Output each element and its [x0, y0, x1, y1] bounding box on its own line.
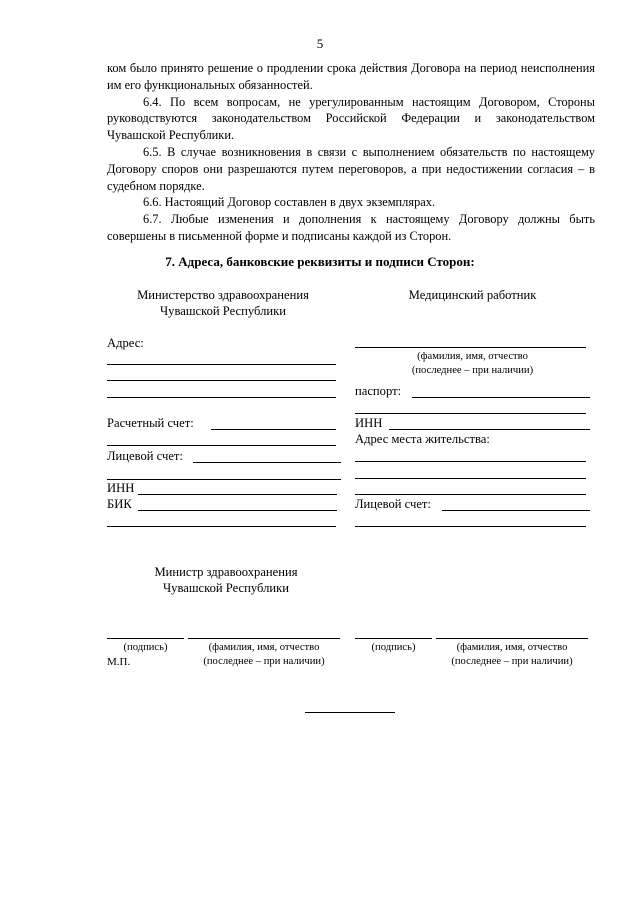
ministry-personal-account-line-2[interactable] — [107, 479, 341, 480]
ministry-title — [107, 287, 339, 319]
ministry-inn-line[interactable] — [138, 494, 337, 495]
clause-continuation: ком было принято решение о продлении срока действия Договора на период неисполнения им его функциональных обязанностей. — [107, 61, 595, 92]
worker-personal-account-label: Лицевой счет: — [355, 497, 431, 511]
passport-line-2[interactable] — [355, 413, 586, 414]
residence-label: Адрес места жительства: — [355, 432, 490, 446]
passport-label: паспорт: — [355, 384, 402, 398]
worker-bottom-name-caption-line1: (фамилия, имя, отчество — [456, 642, 568, 653]
worker-inn-label: ИНН — [355, 416, 383, 430]
clause-6-6: 6.6. Настоящий Договор составлен в двух экземплярах. — [143, 195, 436, 210]
worker-name-caption — [355, 350, 590, 378]
minister-title-line2: Чувашской Республики — [163, 581, 289, 595]
ministry-title-line1: Министерство здравоохранения — [137, 288, 309, 302]
minister-title — [110, 564, 342, 596]
ministry-inn-label: ИНН — [107, 481, 135, 495]
worker-name-caption-line2: (последнее – при наличии) — [411, 365, 534, 376]
ministry-title-line2: Чувашской Республики — [160, 304, 286, 318]
stamp-label: М.П. — [107, 656, 131, 668]
minister-signature-line[interactable] — [107, 638, 184, 639]
address-line-3[interactable] — [107, 397, 336, 398]
minister-name-line[interactable] — [188, 638, 340, 639]
clause-6-4: 6.4. По всем вопросам, не урегулированным настоящим Договором, Стороны руководствуются законодательством Российской Федерации и законодательством Чувашской Республики. — [107, 94, 595, 143]
ministry-personal-account-line[interactable] — [193, 462, 341, 463]
worker-personal-account-line-2[interactable] — [355, 526, 586, 527]
minister-name-caption-line2: (последнее – при наличии) — [203, 656, 325, 667]
worker-inn-line[interactable] — [389, 429, 590, 430]
address-line-2[interactable] — [107, 380, 336, 381]
worker-signature-caption: (подпись) — [371, 642, 416, 653]
address-label: Адрес: — [107, 336, 144, 350]
worker-bottom-name-line[interactable] — [436, 638, 588, 639]
worker-name-line[interactable] — [355, 347, 586, 348]
settlement-account-line-2[interactable] — [107, 445, 336, 446]
address-line-1[interactable] — [107, 364, 336, 365]
minister-signature-caption: (подпись) — [123, 642, 168, 653]
bik-label: БИК — [107, 497, 132, 511]
bik-line-2[interactable] — [107, 526, 336, 527]
worker-bottom-name-caption — [436, 641, 588, 669]
passport-line[interactable] — [412, 397, 590, 398]
clause-6-5: 6.5. В случае возникновения в связи с выполнением обязательств по настоящему Договору споров они разрешаются путем переговоров, а при недостижении согласия – в судебном порядке. — [107, 144, 595, 193]
residence-line-2[interactable] — [355, 478, 586, 479]
residence-line-1[interactable] — [355, 461, 586, 462]
clause-6-7: 6.7. Любые изменения и дополнения к настоящему Договору должны быть совершены в письменной форме и подписаны каждой из Сторон. — [107, 212, 595, 243]
ministry-personal-account-label: Лицевой счет: — [107, 449, 183, 463]
worker-personal-account-line[interactable] — [442, 510, 590, 511]
settlement-account-label: Расчетный счет: — [107, 416, 194, 430]
page-number: 5 — [316, 36, 324, 51]
minister-name-caption — [188, 641, 340, 669]
section-heading: 7. Адреса, банковские реквизиты и подписи Сторон: — [165, 254, 475, 269]
medical-worker-title: Медицинский работник — [408, 288, 537, 302]
minister-title-line1: Министр здравоохранения — [154, 565, 298, 579]
contract-clauses — [107, 60, 595, 245]
worker-signature-line[interactable] — [355, 638, 432, 639]
minister-name-caption-line1: (фамилия, имя, отчество — [208, 642, 320, 653]
end-divider — [305, 712, 395, 713]
worker-name-caption-line1: (фамилия, имя, отчество — [417, 351, 528, 362]
worker-bottom-name-caption-line2: (последнее – при наличии) — [451, 656, 573, 667]
settlement-account-line[interactable] — [211, 429, 336, 430]
residence-line-3[interactable] — [355, 494, 586, 495]
bik-line[interactable] — [138, 510, 337, 511]
